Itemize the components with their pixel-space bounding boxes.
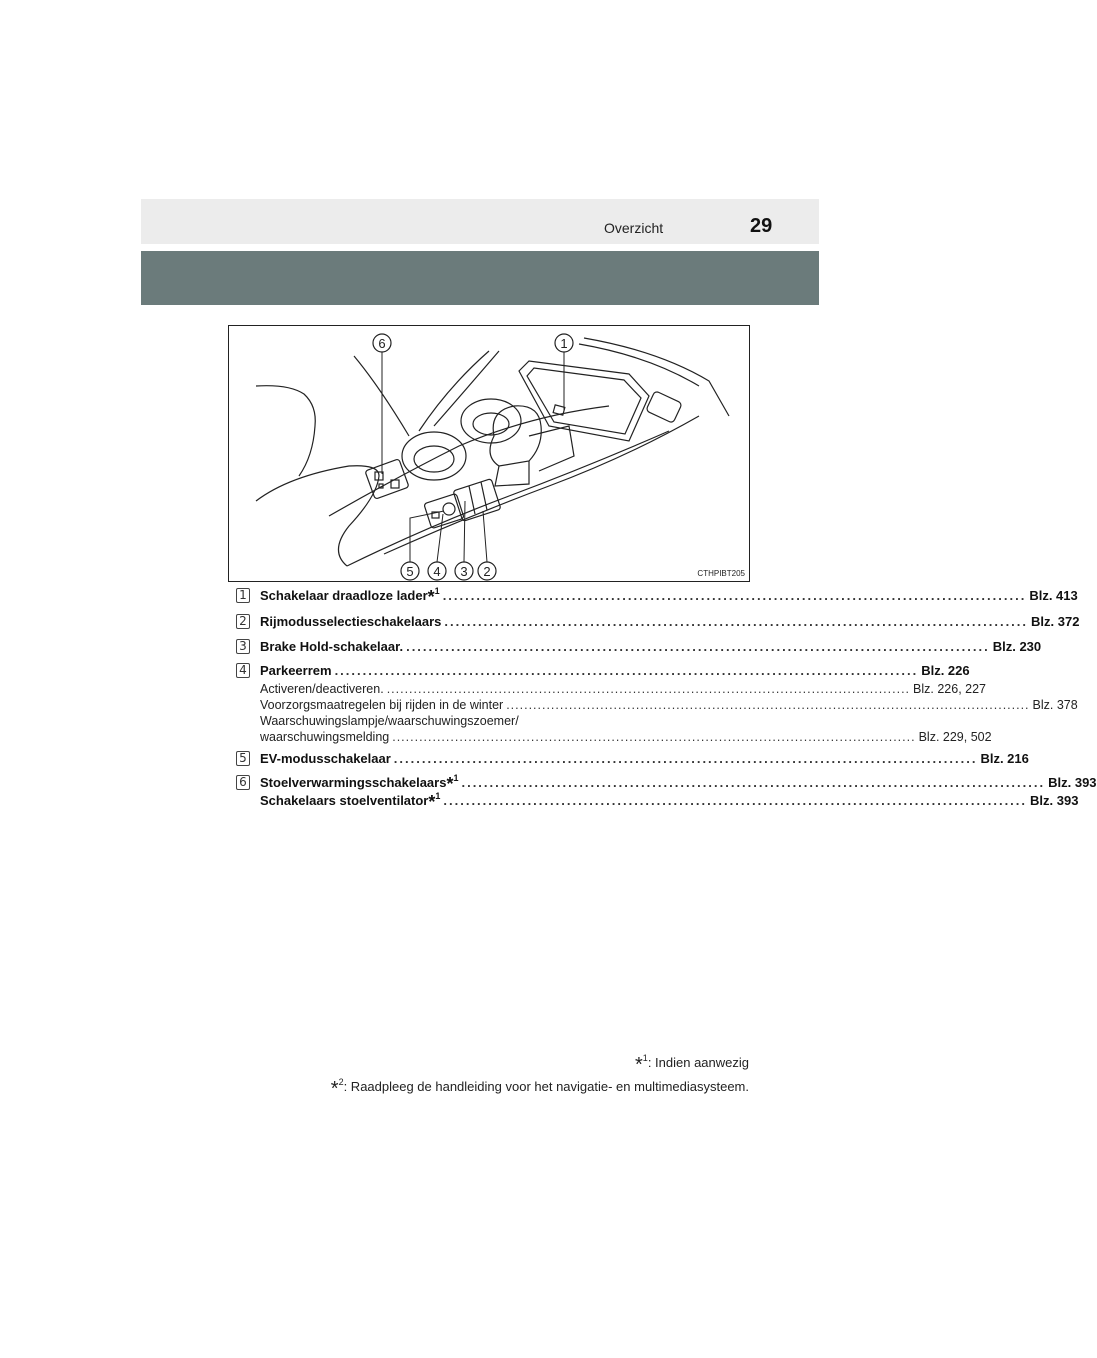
page-ref: Blz. 393 — [1030, 793, 1079, 808]
item-line: EV-modusschakelaar ........................................................................................................ Blz. 216 — [260, 751, 1029, 766]
item-subline — [260, 714, 722, 728]
page-ref: Blz. 229, 502 — [918, 730, 992, 744]
footnote-mark: 2 — [338, 1077, 344, 1087]
footnote-star: * — [635, 1054, 643, 1076]
callout-3: 3 — [460, 564, 468, 579]
item-number-badge: 5 — [236, 751, 250, 766]
page-ref: Blz. 372 — [1031, 614, 1080, 629]
callout-1: 1 — [560, 336, 568, 351]
footnote-mark: 1 — [434, 586, 440, 596]
footnote-mark: 1 — [453, 773, 459, 783]
item-number-badge: 4 — [236, 663, 250, 678]
callout-2: 2 — [483, 564, 491, 579]
item-label: Parkeerrem — [260, 663, 332, 678]
item-subline: Activeren/deactiveren. ..................................................................................................................... Blz. 226, 227 — [260, 682, 986, 696]
page-number: 29 — [750, 215, 773, 237]
item-line: Parkeerrem ........................................................................................................ Blz. 226 — [260, 663, 970, 678]
section-title: Overzicht — [604, 220, 664, 236]
item-label: Brake Hold-schakelaar. — [260, 639, 404, 654]
item-label: Schakelaar draadloze lader — [260, 588, 428, 603]
item-label: Rijmodusselectieschakelaars — [260, 614, 442, 629]
center-console-illustration — [228, 325, 750, 582]
item-line: Stoelverwarmingsschakelaars*$^1$ ........................................................................................................ Blz. 393 — [260, 773, 1097, 794]
item-label: EV-modusschakelaar — [260, 751, 391, 766]
footnote-star: * — [330, 1078, 339, 1100]
page-ref: Blz. 413 — [1029, 588, 1078, 603]
item-sub-label: waarschuwingsmelding — [260, 730, 390, 744]
page-ref: Blz. 393 — [1048, 775, 1097, 790]
footnote-mark: 1 — [642, 1053, 648, 1063]
item-subline: waarschuwingsmelding ..................................................................................................................... Blz. 229, 502 — [260, 730, 992, 744]
item-line: Schakelaars stoelventilator*$^1$ ........................................................................................................ Blz. 393 — [260, 791, 1079, 812]
footnote-star: * — [427, 587, 435, 607]
item-number-badge: 1 — [236, 588, 250, 603]
footnote-mark: 1 — [435, 791, 441, 801]
item-label: Schakelaars stoelventilator — [260, 793, 429, 808]
footnote-text: : Indien aanwezig — [647, 1055, 749, 1070]
callout-5: 5 — [406, 564, 414, 579]
title-bar — [141, 251, 819, 305]
page-ref: Blz. 226 — [921, 663, 970, 678]
callout-6: 6 — [378, 336, 386, 351]
page-ref: Blz. 226, 227 — [913, 682, 986, 696]
item-number-badge: 2 — [236, 614, 250, 629]
page-ref: Blz. 378 — [1032, 698, 1078, 712]
item-sub-label: Waarschuwingslampje/waarschuwingszoemer/ — [260, 714, 519, 728]
item-sub-label: Voorzorgsmaatregelen bij rijden in de winter — [260, 698, 504, 712]
item-number-badge: 6 — [236, 775, 250, 790]
item-number-badge: 3 — [236, 639, 250, 654]
item-line: Schakelaar draadloze lader*$^1$ ........................................................................................................ Blz. 413 — [260, 586, 1078, 607]
page-ref: Blz. 230 — [992, 639, 1042, 654]
callout-4: 4 — [433, 564, 441, 579]
figure-code: CTHPIBT205 — [697, 569, 745, 578]
footnote-2 — [330, 1077, 749, 1100]
footnote-star: * — [428, 792, 436, 812]
item-sub-label: Activeren/deactiveren. — [260, 682, 384, 696]
footnote-text: : Raadpleeg de handleiding voor het navigatie- en multimediasysteem. — [343, 1079, 749, 1094]
item-line: Brake Hold-schakelaar. ........................................................................................................ Blz. 230 — [260, 639, 1042, 654]
item-subline: Voorzorgsmaatregelen bij rijden in de winter ..................................................................................................................... Blz. 378 — [260, 698, 1078, 712]
footnote-star: * — [446, 774, 454, 794]
header-band — [141, 199, 819, 244]
item-label: Stoelverwarmingsschakelaars — [260, 775, 447, 790]
item-line: Rijmodusselectieschakelaars ........................................................................................................ Blz. 372 — [260, 614, 1080, 629]
page-ref: Blz. 216 — [980, 751, 1029, 766]
footnote-1 — [635, 1053, 749, 1076]
